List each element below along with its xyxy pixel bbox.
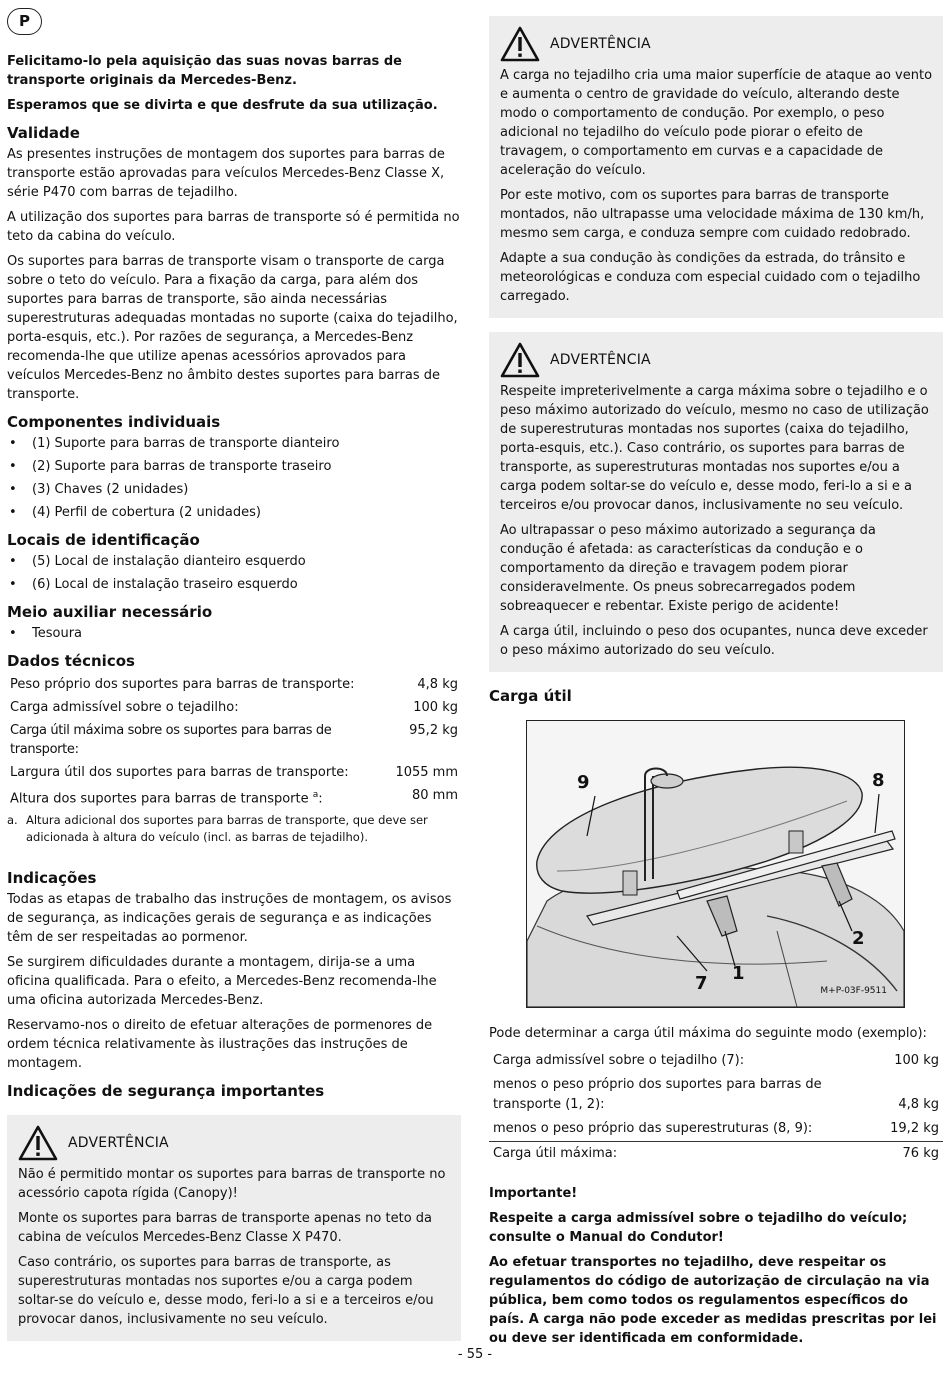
- left-column: [7, 0, 461, 1341]
- warning-paragraph-1: A carga no tejadilho cria uma maior superfície de ataque ao vento e aumenta o centro de gravidade do veículo, alterando deste modo o comportamento de condução. Por exemplo, o peso adicional no tejadilho do veículo pode piorar o efeito de travagem, o comportamento em curvas e a capacidade de aceleração do veículo.: [500, 68, 933, 178]
- warning-header: [18, 1125, 451, 1161]
- callout-9: 9: [577, 772, 590, 793]
- callout-1: 1: [732, 963, 745, 984]
- dados-heading: Dados técnicos: [7, 652, 135, 670]
- footnote-text: Altura adicional dos suportes para barras de transporte, que deve ser adicionada à altura do veículo (incl. as barras de tejadilho).: [26, 813, 428, 845]
- indicacoes-heading: Indicações: [7, 869, 97, 888]
- warning-title: ADVERTÊNCIA: [550, 351, 651, 368]
- row-value: 1055 mm: [395, 765, 458, 780]
- warning-paragraph-2: Ao ultrapassar o peso máximo autorizado a segurança da condução é afetada: as características da condução e o comportamento da direção e travagem podem piorar consideravelmente. Os pneus sobrecarregados podem sobreaquecer e rebentar. Existe perigo de acidente!: [500, 523, 876, 614]
- warning-box-wind: [489, 16, 943, 318]
- intro-line-1: Felicitamo-lo pela aquisição das suas novas barras de transporte originais da Mercedes-Benz.: [7, 54, 402, 88]
- language-badge: P: [7, 8, 42, 35]
- roof-load-figure: [526, 720, 905, 1008]
- list-item: • (2) Suporte para barras de transporte traseiro: [7, 457, 461, 476]
- row-value: 100 kg: [894, 1053, 939, 1068]
- row-value: 19,2 kg: [890, 1121, 939, 1136]
- list-item: • (1) Suporte para barras de transporte dianteiro: [7, 434, 461, 453]
- warning-box-max-load: [489, 332, 943, 672]
- row-label-suffix: :: [318, 791, 323, 807]
- importante-paragraph-2: Ao efetuar transportes no tejadilho, deve respeitar os regulamentos do código de autorização de circulação na via pública, bem como todos os regulamentos específicos do país. A carga não pode exceder as medidas prescritas por lei ou deve ser identificada em conformidade.: [489, 1255, 937, 1346]
- row-value: 100 kg: [413, 700, 458, 715]
- table-row: [7, 719, 461, 761]
- warning-triangle-icon: [500, 342, 540, 378]
- roof-load-illustration: [527, 721, 904, 1007]
- row-label: menos o peso próprio dos suportes para barras de transporte (1, 2):: [493, 1077, 822, 1112]
- row-label: [7, 784, 392, 810]
- row-value: 4,8 kg: [417, 677, 458, 692]
- table-row: [7, 696, 461, 719]
- validade-paragraph-1: As presentes instruções de montagem dos suportes para barras de transporte estão aprovadas para veículos Mercedes-Benz Classe X, série P470 com barras de tejadilho.: [7, 147, 445, 200]
- meio-list: [7, 624, 461, 643]
- warning-paragraph-3: Caso contrário, os suportes para barras de transporte, as superestruturas montadas nos suportes e/ou a carga podem soltar-se do veículo e, desse modo, feri-lo a si e a terceiros e/ou provocar danos, inclusivamente no seu veículo.: [18, 1255, 434, 1328]
- list-item: • (5) Local de instalação dianteiro esquerdo: [7, 552, 461, 571]
- warning-triangle-icon: [18, 1125, 58, 1161]
- warning-header: [500, 342, 933, 378]
- table-row: [489, 1117, 943, 1142]
- indicacoes-paragraph-2: Se surgirem dificuldades durante a montagem, dirija-se a uma oficina qualificada. Para o efeito, a Mercedes-Benz recomenda-lhe uma oficina autorizada Mercedes-Benz.: [7, 955, 437, 1009]
- row-value: 95,2 kg: [409, 723, 458, 738]
- componentes-list: [7, 434, 461, 522]
- row-label: Largura útil dos suportes para barras de transporte:: [10, 765, 349, 780]
- row-value: 4,8 kg: [898, 1097, 939, 1112]
- indicacoes-paragraph-3: Reservamo-nos o direito de efetuar alterações de pormenores de ordem técnica relativamente às ilustrações das instruções de montagem.: [7, 1018, 433, 1072]
- row-label-text: Altura dos suportes para barras de transporte: [10, 791, 309, 807]
- table-row: [7, 761, 461, 784]
- warning-paragraph-3: Adapte a sua condução às condições da estrada, do trânsito e meteorológicas e conduza com especial cuidado com o tejadilho carregado.: [500, 251, 921, 304]
- importante-heading: Importante!: [489, 1186, 578, 1201]
- row-label: menos o peso próprio das superestruturas (8, 9):: [493, 1121, 813, 1136]
- seguranca-heading: Indicações de segurança importantes: [7, 1082, 325, 1101]
- table-row: [7, 784, 461, 810]
- warning-triangle-icon: [500, 26, 540, 62]
- warning-title: ADVERTÊNCIA: [550, 35, 651, 52]
- row-label: Carga útil máxima:: [489, 1142, 886, 1167]
- list-item: • Tesoura: [7, 624, 461, 643]
- footnote-letter: a.: [7, 813, 18, 828]
- carga-intro: Pode determinar a carga útil máxima do seguinte modo (exemplo):: [489, 1026, 927, 1041]
- validade-heading: Validade: [7, 124, 80, 142]
- locais-list: [7, 552, 461, 594]
- warning-paragraph-1: Respeite impreterivelmente a carga máxima sobre o tejadilho e o peso máximo autorizado do veículo, mesmo no caso de utilização de superestruturas montadas nos suportes (caixa do tejadilho, porta-esquis, etc.). Caso contrário, os suportes para barras de transporte, as superestruturas montadas nos suportes e/ou a carga podem soltar-se do veículo e, desse modo, feri-lo a si e a terceiros e/ou provocar danos, inclusivamente no seu veículo.: [500, 384, 929, 513]
- meio-heading: Meio auxiliar necessário: [7, 603, 213, 621]
- footnote-mark: a: [312, 790, 319, 800]
- warning-paragraph-2: Monte os suportes para barras de transporte apenas no teto da cabina de veículos Mercedes-Benz Classe X P470.: [18, 1211, 433, 1246]
- table-row: [7, 673, 461, 696]
- list-item: • (3) Chaves (2 unidades): [7, 480, 461, 499]
- right-column: [489, 0, 943, 1354]
- figure-code: M+P-03F-9511: [820, 986, 887, 996]
- row-label: Peso próprio dos suportes para barras de transporte:: [10, 677, 355, 692]
- importante-paragraph-1: Respeite a carga admissível sobre o tejadilho do veículo; consulte o Manual do Condutor!: [489, 1211, 908, 1245]
- page-number: - 55 -: [457, 1347, 493, 1362]
- warning-paragraph-3: A carga útil, incluindo o peso dos ocupantes, nunca deve exceder o peso máximo autorizado do seu veículo.: [500, 624, 928, 658]
- row-value: 76 kg: [886, 1142, 943, 1167]
- table-row-total: [489, 1142, 943, 1167]
- row-value: 80 mm: [411, 788, 458, 803]
- technical-data-table: [7, 673, 461, 810]
- validade-paragraph-2: A utilização dos suportes para barras de transporte só é permitida no teto da cabina do veículo.: [7, 210, 460, 244]
- payload-table: [489, 1049, 943, 1166]
- callout-8: 8: [872, 770, 885, 791]
- callout-2: 2: [852, 928, 865, 949]
- row-label: Carga útil máxima sobre os suportes para barras de transporte:: [10, 723, 332, 757]
- componentes-heading: Componentes individuais: [7, 413, 221, 431]
- carga-heading: Carga útil: [489, 687, 572, 705]
- callout-7: 7: [695, 973, 708, 994]
- table-row: [489, 1073, 943, 1117]
- locais-heading: Locais de identificação: [7, 531, 200, 549]
- indicacoes-paragraph-1: Todas as etapas de trabalho das instruções de montagem, os avisos de segurança, as indicações gerais de segurança e as indicações têm de ser respeitadas ao pormenor.: [7, 892, 452, 946]
- row-label: Carga admissível sobre o tejadilho:: [10, 700, 239, 715]
- warning-header: [500, 26, 933, 62]
- warning-box-canopy: [7, 1115, 461, 1341]
- warning-paragraph-1: Não é permitido montar os suportes para barras de transporte no acessório capota rígida (Canopy)!: [18, 1167, 446, 1202]
- intro-line-2: Esperamos que se divirta e que desfrute da sua utilização.: [7, 98, 438, 113]
- warning-paragraph-2: Por este motivo, com os suportes para barras de transporte montados, não ultrapasse uma velocidade máxima de 130 km/h, mesmo sem carga, e conduza sempre com cuidado redobrado.: [500, 188, 925, 241]
- row-label: Carga admissível sobre o tejadilho (7):: [493, 1053, 745, 1068]
- warning-title: ADVERTÊNCIA: [68, 1134, 169, 1151]
- footnote: [7, 812, 461, 846]
- list-item: • (6) Local de instalação traseiro esquerdo: [7, 575, 461, 594]
- list-item: • (4) Perfil de cobertura (2 unidades): [7, 503, 461, 522]
- table-row: [489, 1049, 943, 1073]
- validade-paragraph-3: Os suportes para barras de transporte visam o transporte de carga sobre o teto do veículo. Para a fixação da carga, para além dos suportes para barras de transporte, são ainda necessárias superestruturas adequadas montadas no suporte (caixa do tejadilho, porta-esquis, etc.). Por razões de segurança, a Mercedes-Benz recomenda-lhe que utilize apenas acessórios aprovados para veículos Mercedes-Benz no âmbito destes suportes para barras de transporte.: [7, 254, 458, 402]
